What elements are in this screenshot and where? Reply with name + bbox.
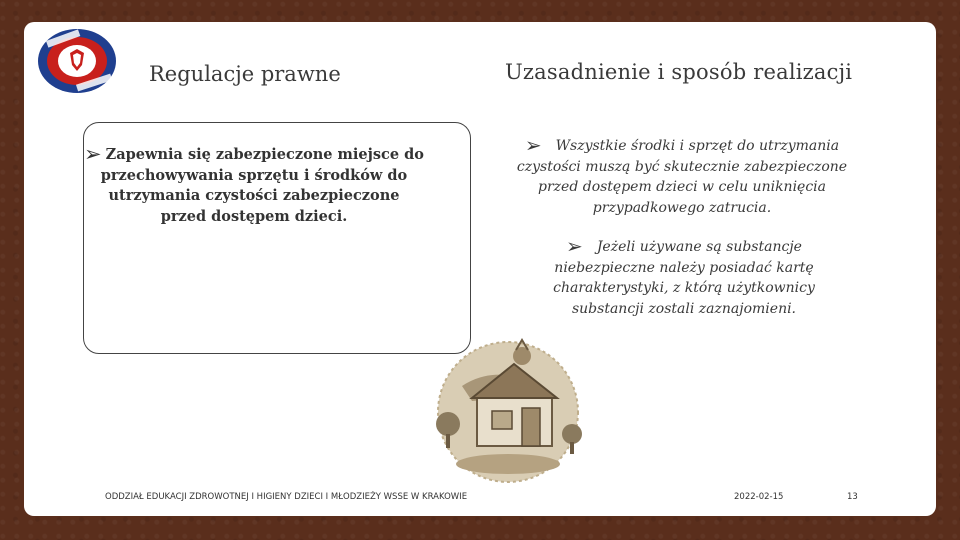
arrow-bullet-icon: ➢	[566, 234, 583, 258]
house-illustration	[422, 326, 594, 484]
regulation-bullet-text: Zapewnia się zabezpieczone miejsce do przechowywania sprzętu i środków do utrzymania czystości zabezpieczone przed dostępem dzieci.	[100, 146, 424, 225]
arrow-bullet-icon: ➢	[84, 142, 102, 166]
slide	[24, 22, 936, 516]
footer-organization: ODDZIAŁ EDUKACJI ZDROWOTNEJ I HIGIENY DZIECI I MŁODZIEŻY WSSE W KRAKOWIE	[105, 492, 468, 502]
arrow-bullet-icon: ➢	[524, 133, 542, 157]
right-heading: Uzasadnienie i sposób realizacji	[505, 60, 853, 84]
justification-bullet-2-text: Jeżeli używane są substancje niebezpieczne należy posiadać kartę charakterystyki, z którą użytkownicy substancji zostali zaznajomieni.	[553, 239, 815, 317]
sanitary-inspection-logo	[36, 27, 118, 95]
justification-bullet-1	[502, 135, 862, 218]
regulation-bullet	[84, 144, 424, 227]
justification-bullet-2	[519, 236, 849, 319]
left-heading: Regulacje prawne	[149, 62, 341, 86]
justification-bullet-1-text: Wszystkie środki i sprzęt do utrzymania czystości muszą być skutecznie zabezpieczone przed dostępem dzieci w celu uniknięcia przypadkowego zatrucia.	[516, 138, 848, 216]
footer-date: 2022-02-15	[734, 492, 784, 502]
page-number: 13	[847, 492, 858, 502]
